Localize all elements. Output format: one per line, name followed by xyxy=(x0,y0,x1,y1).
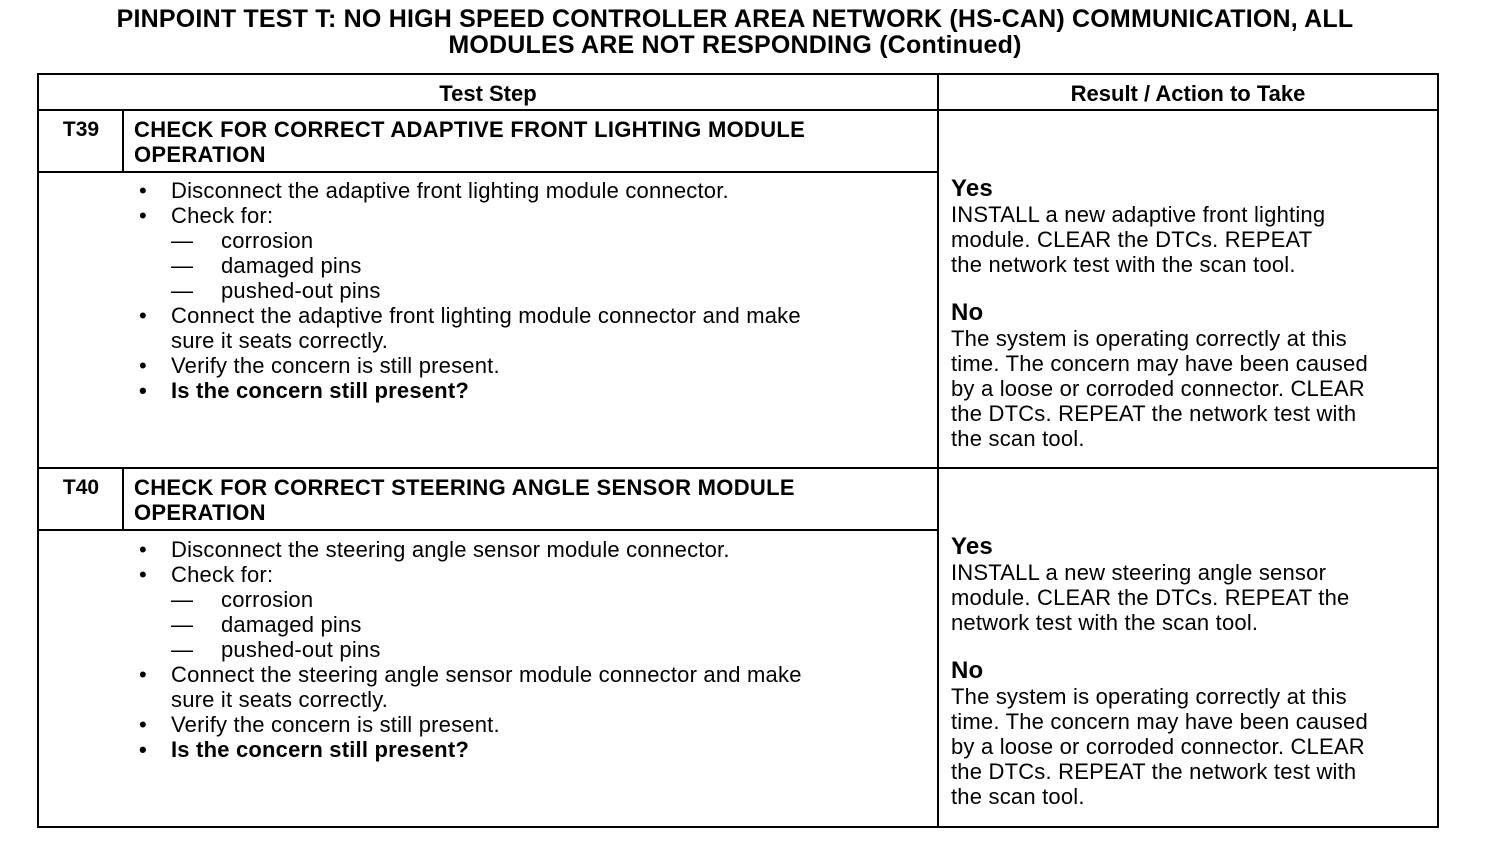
step-title-t40-line-1: CHECK FOR CORRECT STEERING ANGLE SENSOR MODULE xyxy=(134,475,795,500)
bullet-glyph: • xyxy=(139,712,147,737)
step-title-t39-line-2: OPERATION xyxy=(134,142,266,167)
bullet-glyph: • xyxy=(139,378,147,403)
check-damaged-pins: damaged pins xyxy=(221,253,362,278)
header-test-step: Test Step xyxy=(439,81,537,106)
sub-list-item xyxy=(133,637,933,662)
step-number-t39: T39 xyxy=(62,118,100,141)
step-number-t40: T40 xyxy=(62,476,100,499)
list-item xyxy=(133,303,933,328)
check-corrosion: corrosion xyxy=(221,587,314,612)
yes-action-text: INSTALL a new adaptive front lighting module. CLEAR the DTCs. REPEAT the network test with the scan tool. xyxy=(951,202,1326,277)
sub-list-item xyxy=(133,228,933,253)
step-question: Is the concern still present? xyxy=(171,378,469,403)
instruction-verify: Verify the concern is still present. xyxy=(171,353,500,378)
dash-glyph: — xyxy=(171,587,194,612)
result-action-t39 xyxy=(951,175,1431,451)
list-item-continuation xyxy=(133,687,933,712)
list-item xyxy=(133,378,933,403)
instruction-connect-line-2: sure it seats correctly. xyxy=(171,687,389,712)
bullet-glyph: • xyxy=(139,178,147,203)
yes-label: Yes xyxy=(951,533,993,560)
column-divider-result xyxy=(937,75,939,826)
instruction-verify: Verify the concern is still present. xyxy=(171,712,500,737)
step-title-t40-line-2: OPERATION xyxy=(134,500,266,525)
row-divider xyxy=(39,467,1437,469)
step-title-t39 xyxy=(134,117,934,167)
list-item xyxy=(133,662,933,687)
instruction-connect-line-1: Connect the steering angle sensor module connector and make xyxy=(171,662,802,687)
dash-glyph: — xyxy=(171,278,194,303)
dash-glyph: — xyxy=(171,253,194,278)
pinpoint-test-table xyxy=(37,73,1439,828)
list-item xyxy=(133,712,933,737)
yes-label: Yes xyxy=(951,175,993,202)
page-title-line-2: MODULES ARE NOT RESPONDING (Continued) xyxy=(448,31,1022,59)
page-title-line-1: PINPOINT TEST T: NO HIGH SPEED CONTROLLER AREA NETWORK (HS-CAN) COMMUNICATION, ALL xyxy=(116,5,1354,33)
result-action-t40 xyxy=(951,533,1431,809)
bullet-glyph: • xyxy=(139,662,147,687)
instruction-check-for: Check for: xyxy=(171,562,274,587)
list-item xyxy=(133,178,933,203)
list-item xyxy=(133,203,933,228)
sub-list-item xyxy=(133,612,933,637)
instruction-connect-line-2: sure it seats correctly. xyxy=(171,328,389,353)
step-instructions-t40 xyxy=(133,537,933,762)
no-label: No xyxy=(951,657,984,684)
page-title xyxy=(20,6,1450,58)
instruction-connect-line-1: Connect the adaptive front lighting module connector and make xyxy=(171,303,801,328)
no-label: No xyxy=(951,299,984,326)
list-item xyxy=(133,353,933,378)
check-pushed-out-pins: pushed-out pins xyxy=(221,637,381,662)
header-result-action: Result / Action to Take xyxy=(1070,81,1306,106)
list-item xyxy=(133,537,933,562)
check-pushed-out-pins: pushed-out pins xyxy=(221,278,381,303)
check-corrosion: corrosion xyxy=(221,228,314,253)
t39-title-divider xyxy=(39,171,937,173)
bullet-glyph: • xyxy=(139,303,147,328)
instruction-disconnect: Disconnect the steering angle sensor module connector. xyxy=(171,537,730,562)
list-item xyxy=(133,737,933,762)
bullet-glyph: • xyxy=(139,737,147,762)
bullet-glyph: • xyxy=(139,562,147,587)
list-item-continuation xyxy=(133,328,933,353)
bullet-glyph: • xyxy=(139,203,147,228)
sub-list-item xyxy=(133,278,933,303)
step-instructions-t39 xyxy=(133,178,933,403)
sub-list-item xyxy=(133,253,933,278)
bullet-glyph: • xyxy=(139,353,147,378)
t40-title-divider xyxy=(39,529,937,531)
dash-glyph: — xyxy=(171,228,194,253)
check-damaged-pins: damaged pins xyxy=(221,612,362,637)
no-action-text: The system is operating correctly at this time. The concern may have been caused by a loose or corroded connector. CLEAR the DTCs. REPEAT the network test with the scan tool. xyxy=(951,326,1368,451)
instruction-disconnect: Disconnect the adaptive front lighting module connector. xyxy=(171,178,729,203)
sub-list-item xyxy=(133,587,933,612)
bullet-glyph: • xyxy=(139,537,147,562)
dash-glyph: — xyxy=(171,612,194,637)
dash-glyph: — xyxy=(171,637,194,662)
step-title-t40 xyxy=(134,475,934,525)
instruction-check-for: Check for: xyxy=(171,203,274,228)
no-action-text: The system is operating correctly at this time. The concern may have been caused by a loose or corroded connector. CLEAR the DTCs. REPEAT the network test with the scan tool. xyxy=(951,684,1368,809)
yes-action-text: INSTALL a new steering angle sensor module. CLEAR the DTCs. REPEAT the network test with the scan tool. xyxy=(951,560,1350,635)
list-item xyxy=(133,562,933,587)
step-title-t39-line-1: CHECK FOR CORRECT ADAPTIVE FRONT LIGHTING MODULE xyxy=(134,117,806,142)
step-question: Is the concern still present? xyxy=(171,737,469,762)
